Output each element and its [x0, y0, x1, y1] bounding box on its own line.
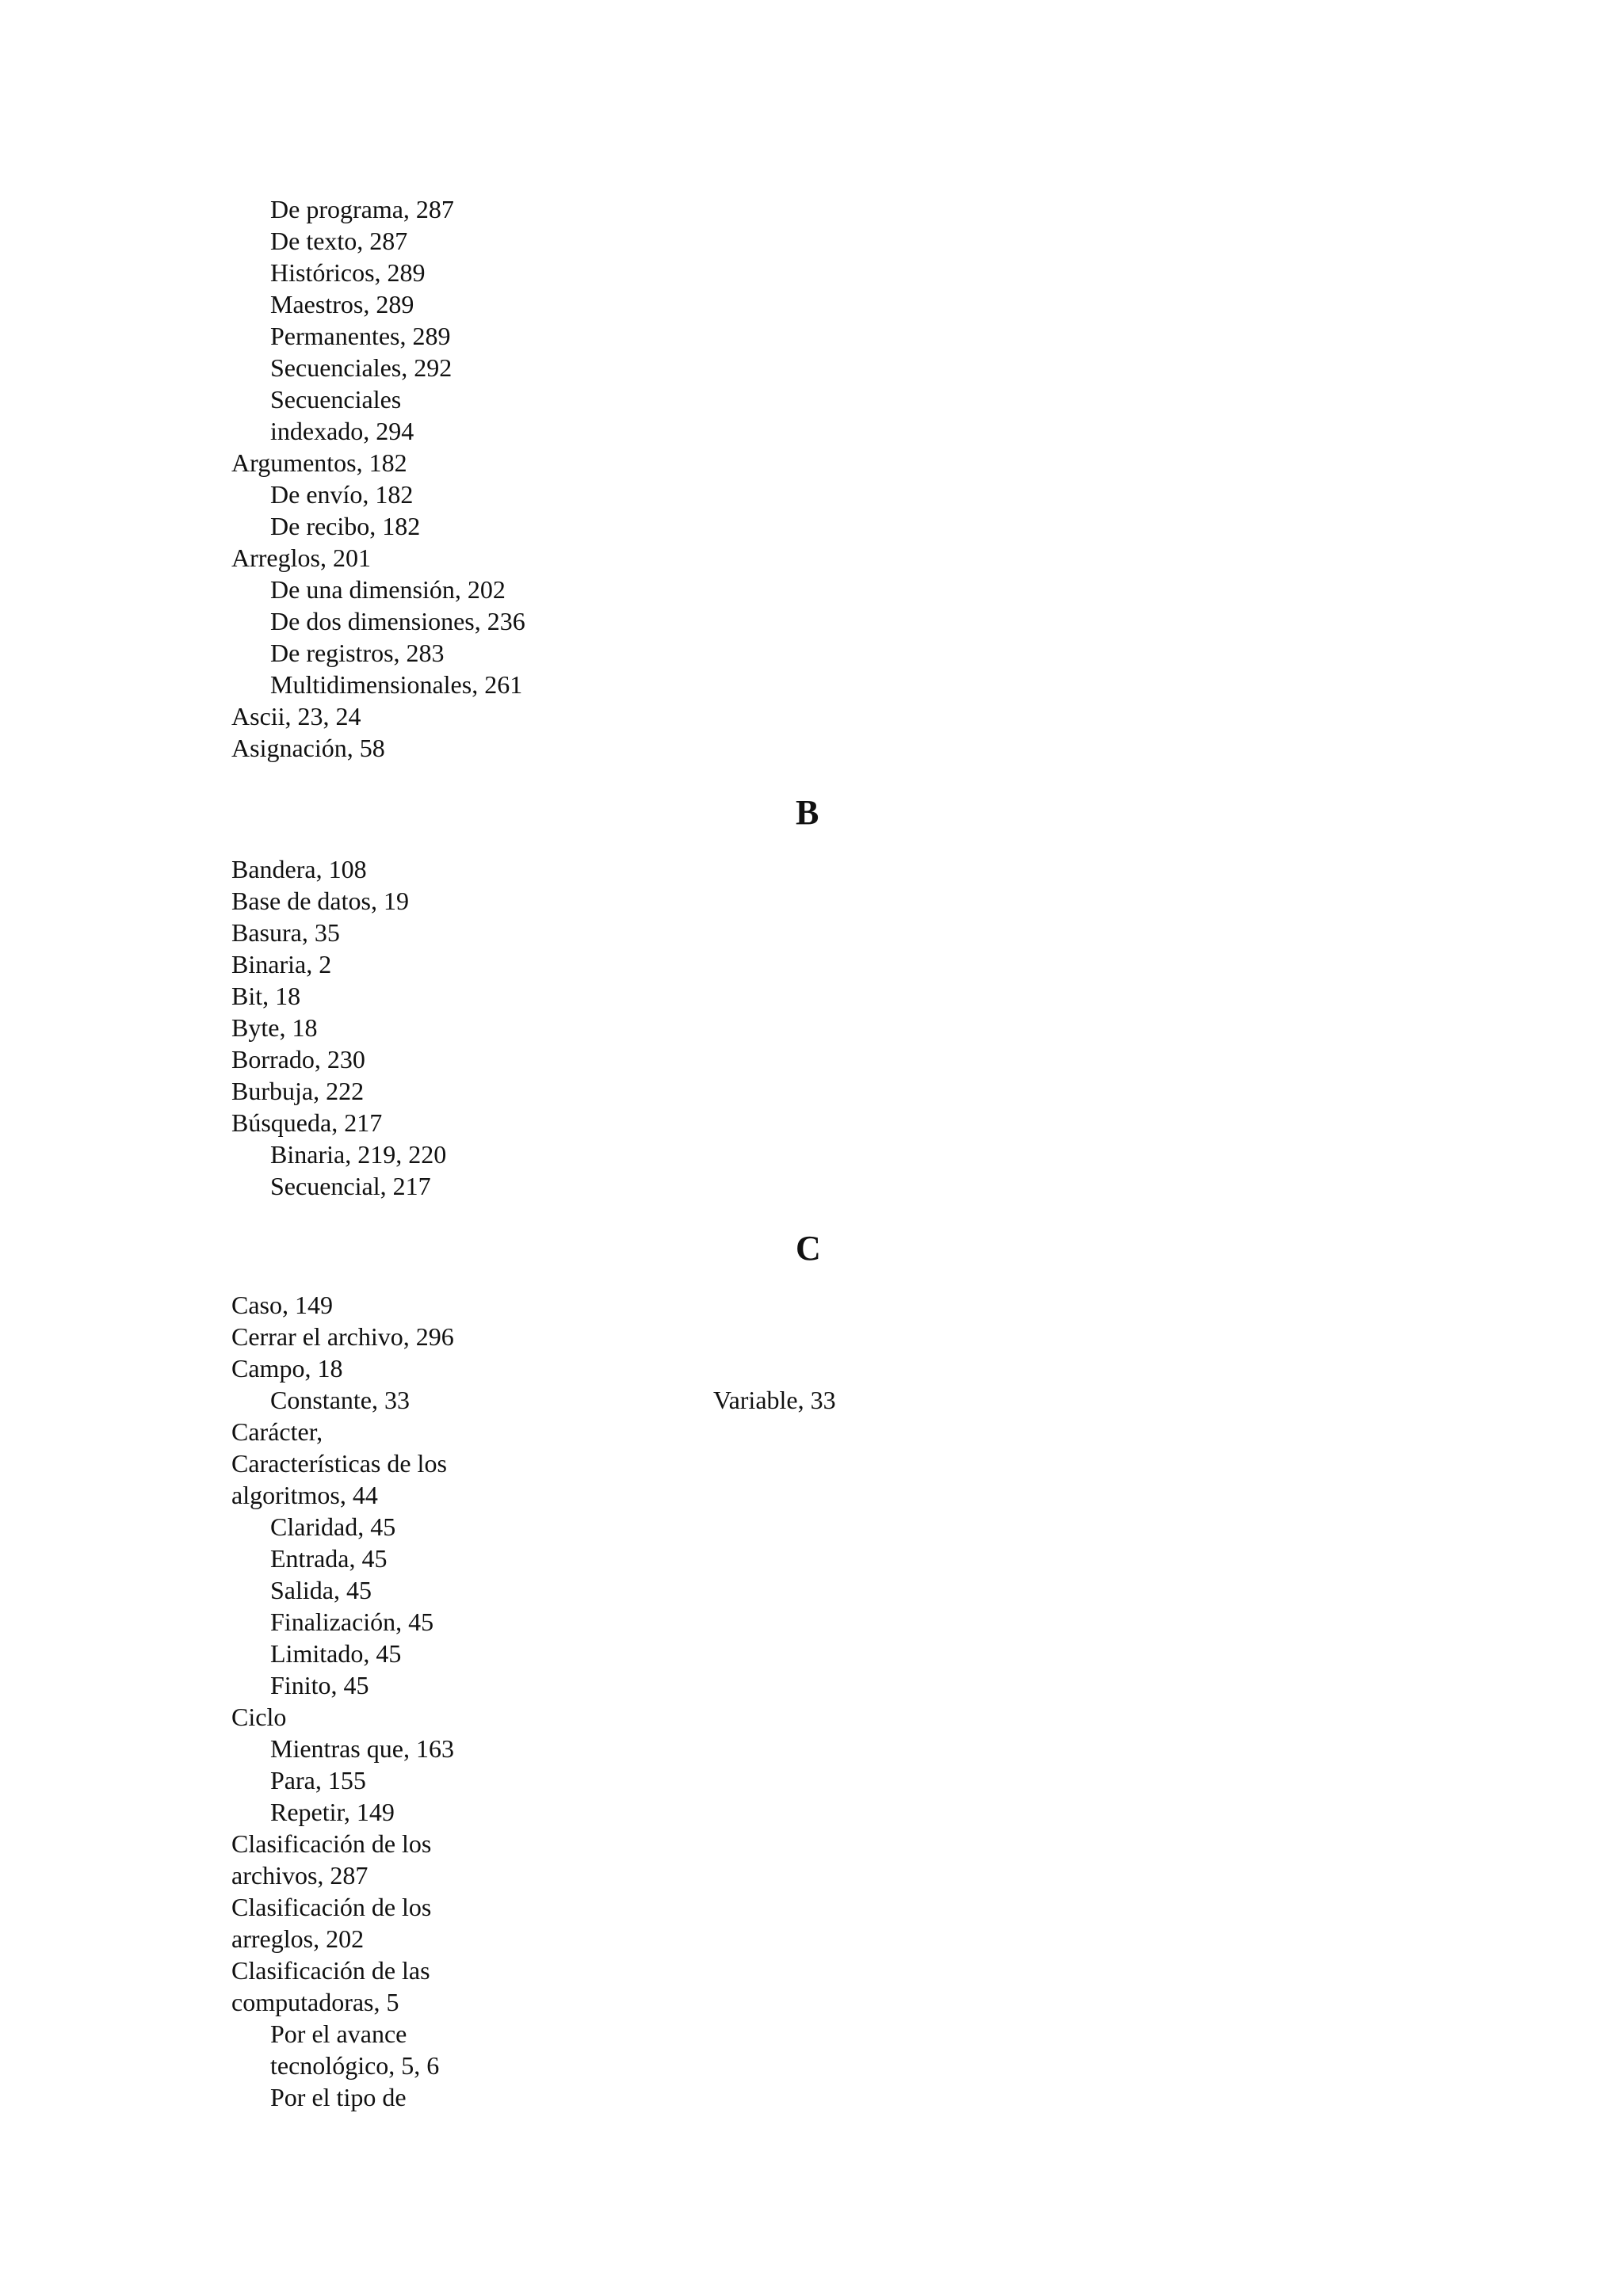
- index-entry: De programa, 287: [270, 195, 454, 223]
- index-entry: De registros, 283: [270, 639, 445, 667]
- index-entry: archivos, 287: [231, 1861, 369, 1890]
- index-entry: Byte, 18: [231, 1013, 318, 1042]
- index-entry: arreglos, 202: [231, 1924, 365, 1953]
- index-entry: Limitado, 45: [270, 1639, 402, 1668]
- index-entry: Salida, 45: [270, 1576, 372, 1604]
- index-entry: Secuenciales, 292: [270, 353, 453, 382]
- index-entry: indexado, 294: [270, 417, 414, 445]
- index-entry: Ascii, 23, 24: [231, 702, 361, 730]
- index-entry: Mientras que, 163: [270, 1734, 454, 1763]
- index-entry: Caso, 149: [231, 1291, 333, 1319]
- index-entry: Búsqueda, 217: [231, 1108, 383, 1137]
- index-entry: Entrada, 45: [270, 1544, 388, 1573]
- index-entry: Maestros, 289: [270, 290, 414, 318]
- index-entry: Bandera, 108: [231, 855, 367, 883]
- index-entry: Base de datos, 19: [231, 887, 409, 915]
- index-entry: Burbuja, 222: [231, 1077, 365, 1105]
- index-entry: Bit, 18: [231, 982, 301, 1010]
- index-entry: De una dimensión, 202: [270, 575, 506, 604]
- index-entry: Finito, 45: [270, 1671, 369, 1699]
- index-entry: Claridad, 45: [270, 1512, 396, 1541]
- index-entry: Ciclo: [231, 1703, 287, 1731]
- index-entry: Por el avance: [270, 2019, 407, 2048]
- index-entry: Borrado, 230: [231, 1045, 365, 1074]
- index-entry: Cerrar el archivo, 296: [231, 1322, 454, 1351]
- index-entry: Permanentes, 289: [270, 322, 451, 350]
- index-entry: Históricos, 289: [270, 258, 426, 287]
- index-entry: tecnológico, 5, 6: [270, 2051, 440, 2080]
- section-letter-c: C: [796, 1229, 821, 1268]
- index-entry: Secuenciales: [270, 385, 402, 414]
- index-entry: algoritmos, 44: [231, 1481, 378, 1509]
- index-entry: Clasificación de los: [231, 1829, 432, 1858]
- index-entry: computadoras, 5: [231, 1988, 399, 2016]
- index-entry: Asignación, 58: [231, 734, 385, 762]
- index-entry: Binaria, 219, 220: [270, 1140, 447, 1169]
- index-entry: Constante, 33: [270, 1386, 410, 1414]
- index-entry: De envío, 182: [270, 480, 414, 509]
- index-entry: Clasificación de los: [231, 1893, 432, 1921]
- index-entry: Basura, 35: [231, 918, 340, 947]
- index-entry: Multidimensionales, 261: [270, 670, 523, 699]
- index-entry-right: Variable, 33: [713, 1386, 836, 1414]
- index-entry: Finalización, 45: [270, 1608, 434, 1636]
- index-entry: Para, 155: [270, 1766, 366, 1794]
- index-entry: De texto, 287: [270, 227, 408, 255]
- index-entry: Arreglos, 201: [231, 543, 371, 572]
- index-entry: Campo, 18: [231, 1354, 343, 1383]
- section-letter-b: B: [796, 793, 819, 832]
- index-entry: Secuencial, 217: [270, 1172, 431, 1200]
- index-entry: Características de los: [231, 1449, 447, 1478]
- index-entry: Binaria, 2: [231, 950, 332, 978]
- index-entry: Clasificación de las: [231, 1956, 430, 1985]
- index-entry: Por el tipo de: [270, 2083, 407, 2111]
- index-entry: De recibo, 182: [270, 512, 421, 540]
- index-entry: Carácter,: [231, 1417, 323, 1446]
- index-entry: De dos dimensiones, 236: [270, 607, 525, 635]
- index-entry: Repetir, 149: [270, 1798, 395, 1826]
- index-entry: Argumentos, 182: [231, 448, 407, 477]
